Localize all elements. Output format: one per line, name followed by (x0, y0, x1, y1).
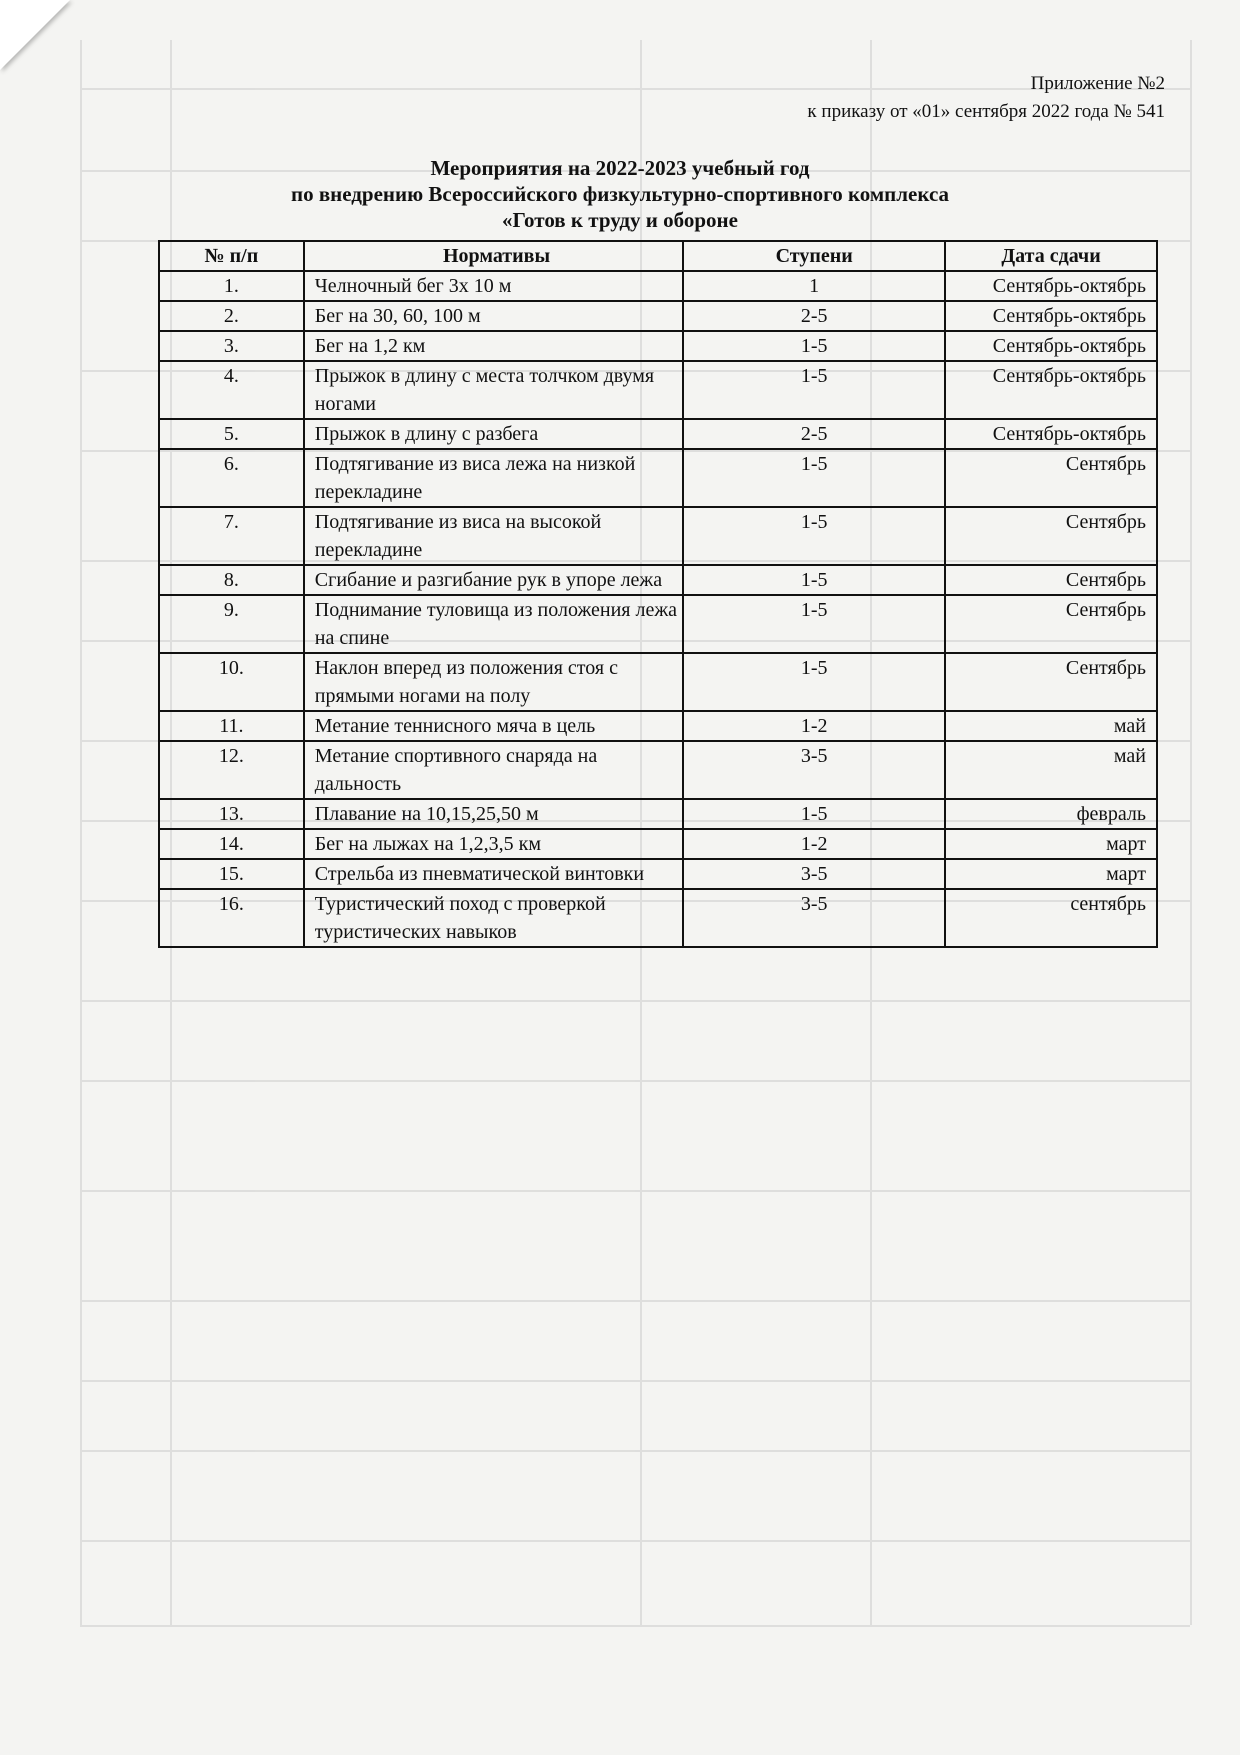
row-levels: 2-5 (683, 301, 945, 331)
title-line-2: по внедрению Всероссийского физкультурно-спортивного комплекса (290, 182, 950, 206)
table-row (159, 507, 1157, 565)
norms-table (158, 240, 1158, 948)
row-date: май (945, 711, 1157, 741)
row-number: 9. (159, 595, 304, 653)
row-norm-name: Поднимание туловища из положения лежа на спине (304, 595, 683, 653)
table-row (159, 565, 1157, 595)
row-number: 7. (159, 507, 304, 565)
title-line-1: Мероприятия на 2022-2023 учебный год (430, 156, 810, 180)
row-number: 11. (159, 711, 304, 741)
row-number: 3. (159, 331, 304, 361)
table-row (159, 419, 1157, 449)
row-date: март (945, 829, 1157, 859)
row-levels: 1-2 (683, 711, 945, 741)
row-number: 14. (159, 829, 304, 859)
row-date: Сентябрь (945, 449, 1157, 507)
order-reference: к приказу от «01» сентября 2022 года № 541 (807, 101, 1165, 122)
row-number: 13. (159, 799, 304, 829)
row-norm-name: Челночный бег 3х 10 м (304, 271, 683, 301)
row-date: Сентябрь-октябрь (945, 301, 1157, 331)
row-number: 1. (159, 271, 304, 301)
row-date: Сентябрь (945, 595, 1157, 653)
document-title (140, 155, 1100, 233)
row-number: 16. (159, 889, 304, 947)
row-date: Сентябрь (945, 653, 1157, 711)
row-norm-name: Бег на 30, 60, 100 м (304, 301, 683, 331)
row-number: 6. (159, 449, 304, 507)
row-levels: 1-5 (683, 449, 945, 507)
row-norm-name: Сгибание и разгибание рук в упоре лежа (304, 565, 683, 595)
row-norm-name: Метание теннисного мяча в цель (304, 711, 683, 741)
row-levels: 3-5 (683, 741, 945, 799)
row-number: 12. (159, 741, 304, 799)
appendix-number: Приложение №2 (1030, 73, 1165, 94)
row-levels: 1-5 (683, 507, 945, 565)
row-number: 4. (159, 361, 304, 419)
row-levels: 1-5 (683, 799, 945, 829)
row-norm-name: Подтягивание из виса лежа на низкой перекладине (304, 449, 683, 507)
table-row (159, 595, 1157, 653)
row-date: март (945, 859, 1157, 889)
row-norm-name: Бег на лыжах на 1,2,3,5 км (304, 829, 683, 859)
row-norm-name: Бег на 1,2 км (304, 331, 683, 361)
row-levels: 1-5 (683, 361, 945, 419)
row-levels: 1-5 (683, 565, 945, 595)
table-row (159, 449, 1157, 507)
row-norm-name: Стрельба из пневматической винтовки (304, 859, 683, 889)
table-row (159, 271, 1157, 301)
folded-corner (0, 0, 70, 70)
row-date: Сентябрь-октябрь (945, 419, 1157, 449)
row-date: Сентябрь-октябрь (945, 271, 1157, 301)
row-norm-name: Наклон вперед из положения стоя с прямыми ногами на полу (304, 653, 683, 711)
table-row (159, 711, 1157, 741)
row-date: Сентябрь (945, 565, 1157, 595)
row-levels: 1-2 (683, 829, 945, 859)
header-levels: Ступени (683, 241, 945, 271)
table-row (159, 331, 1157, 361)
row-levels: 1-5 (683, 595, 945, 653)
row-levels: 1 (683, 271, 945, 301)
row-norm-name: Туристический поход с проверкой туристических навыков (304, 889, 683, 947)
row-norm-name: Плавание на 10,15,25,50 м (304, 799, 683, 829)
row-norm-name: Метание спортивного снаряда на дальность (304, 741, 683, 799)
row-norm-name: Подтягивание из виса на высокой перекладине (304, 507, 683, 565)
header-date: Дата сдачи (945, 241, 1157, 271)
table-header-row (159, 241, 1157, 271)
row-date: май (945, 741, 1157, 799)
row-date: Сентябрь-октябрь (945, 331, 1157, 361)
row-norm-name: Прыжок в длину с разбега (304, 419, 683, 449)
row-levels: 3-5 (683, 889, 945, 947)
row-number: 5. (159, 419, 304, 449)
row-date: Сентябрь-октябрь (945, 361, 1157, 419)
table-row (159, 301, 1157, 331)
row-number: 15. (159, 859, 304, 889)
header-norms: Нормативы (304, 241, 683, 271)
row-levels: 1-5 (683, 653, 945, 711)
table-row (159, 829, 1157, 859)
header-number: № п/п (159, 241, 304, 271)
title-line-3: «Готов к труду и обороне (502, 208, 738, 232)
row-number: 2. (159, 301, 304, 331)
row-date: февраль (945, 799, 1157, 829)
table-row (159, 653, 1157, 711)
appendix-reference (807, 70, 1165, 126)
row-date: сентябрь (945, 889, 1157, 947)
row-norm-name: Прыжок в длину с места толчком двумя ногами (304, 361, 683, 419)
table-row (159, 889, 1157, 947)
table-row (159, 799, 1157, 829)
row-levels: 1-5 (683, 331, 945, 361)
row-date: Сентябрь (945, 507, 1157, 565)
row-number: 8. (159, 565, 304, 595)
table-row (159, 859, 1157, 889)
table-row (159, 741, 1157, 799)
row-levels: 2-5 (683, 419, 945, 449)
table-row (159, 361, 1157, 419)
row-levels: 3-5 (683, 859, 945, 889)
row-number: 10. (159, 653, 304, 711)
